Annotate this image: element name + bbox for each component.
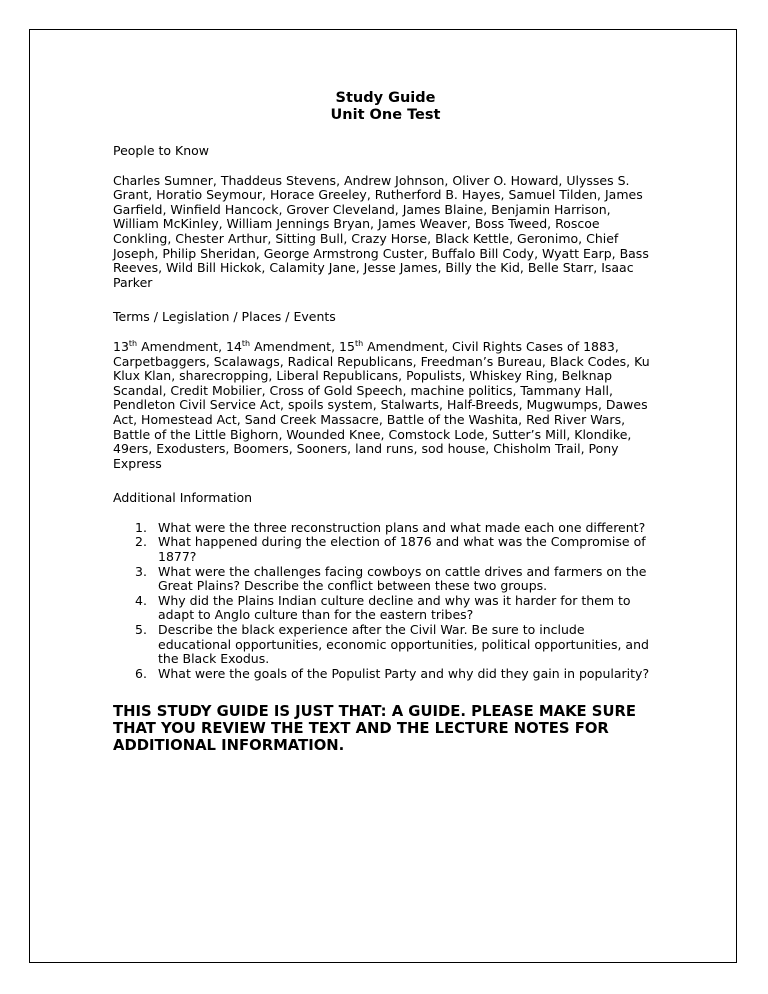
- question-item: [113, 667, 658, 682]
- amendment-15: 15th Amendment,: [339, 338, 453, 354]
- question-item: [113, 623, 658, 667]
- question-number: 1.: [135, 519, 147, 535]
- question-text: What were the goals of the Populist Party and why did they gain in popularity?: [158, 665, 650, 681]
- title-line-2: Unit One Test: [330, 107, 441, 123]
- question-text: Describe the black experience after the Civil War. Be sure to include educational opportunities, economic opportunities, political opportunities, and the Black Exodus.: [158, 622, 649, 667]
- question-number: 2.: [135, 534, 147, 550]
- question-number: 5.: [135, 622, 147, 638]
- question-item: [113, 535, 658, 564]
- additional-heading: Additional Information: [113, 490, 253, 506]
- title-line-1: Study Guide: [335, 90, 436, 106]
- question-number: 6.: [135, 665, 147, 681]
- question-text: What were the three reconstruction plans and what made each one different?: [158, 519, 646, 535]
- question-item: [113, 521, 658, 536]
- page-title: [113, 90, 658, 124]
- question-item: [113, 594, 658, 623]
- question-number: 4.: [135, 592, 147, 608]
- question-number: 3.: [135, 563, 147, 579]
- people-list: Charles Sumner, Thaddeus Stevens, Andrew Johnson, Oliver O. Howard, Ulysses S. Grant, Horatio Seymour, Horace Greeley, Rutherford B. Hayes, Samuel Tilden, James Garfield, Winfield Hancock, Grover Cleveland, James Blaine, Benjamin Harrison, William McKinley, William Jennings Bryan, James Weaver, Boss Tweed, Roscoe Conkling, Chester Arthur, Sitting Bull, Crazy Horse, Black Kettle, Geronimo, Chief Joseph, Philip Sheridan, George Armstrong Custer, Buffalo Bill Cody, Wyatt Earp, Bass Reeves, Wild Bill Hickok, Calamity Jane, Jesse James, Billy the Kid, Belle Starr, Isaac Parker: [113, 172, 649, 290]
- people-heading: People to Know: [113, 143, 210, 158]
- question-item: [113, 565, 658, 594]
- document-content: [113, 90, 658, 754]
- question-text: What were the challenges facing cowboys on cattle drives and farmers on the Great Plains? Describe the conflict between these two groups.: [158, 563, 647, 594]
- study-guide-notice: THIS STUDY GUIDE IS JUST THAT: A GUIDE. PLEASE MAKE SURE THAT YOU REVIEW THE TEXT AND THE LECTURE NOTES FOR ADDITIONAL INFORMATION.: [113, 703, 636, 755]
- terms-text: Civil Rights Cases of 1883, Carpetbaggers, Scalawags, Radical Republicans, Freedman’s Bureau, Black Codes, Ku Klux Klan, sharecropping, Liberal Republicans, Populists, Whiskey Ring, Belknap Scandal, Credit Mobilier, Cross of Gold Speech, machine politics, Tammany Hall, Pendleton Civil Service Act, spoils system, Stalwarts, Half-Breeds, Mugwumps, Dawes Act, Homestead Act, Sand Creek Massacre, Battle of the Washita, Red River Wars, Battle of the Little Bighorn, Wounded Knee, Comstock Lode, Sutter’s Mill, Klondike, 49ers, Exodusters, Boomers, Sooners, land runs, sod house, Chisholm Trail, Pony Express: [113, 338, 650, 471]
- amendment-13: 13th Amendment,: [113, 338, 227, 354]
- document-page: [29, 29, 737, 963]
- question-text: What happened during the election of 1876 and what was the Compromise of 1877?: [158, 534, 646, 565]
- amendment-14: 14th Amendment,: [226, 338, 340, 354]
- terms-heading: Terms / Legislation / Places / Events: [113, 309, 336, 325]
- question-list: [113, 521, 658, 682]
- question-text: Why did the Plains Indian culture decline and why was it harder for them to adapt to Anglo culture than for the eastern tribes?: [158, 592, 631, 623]
- terms-list: [113, 340, 658, 471]
